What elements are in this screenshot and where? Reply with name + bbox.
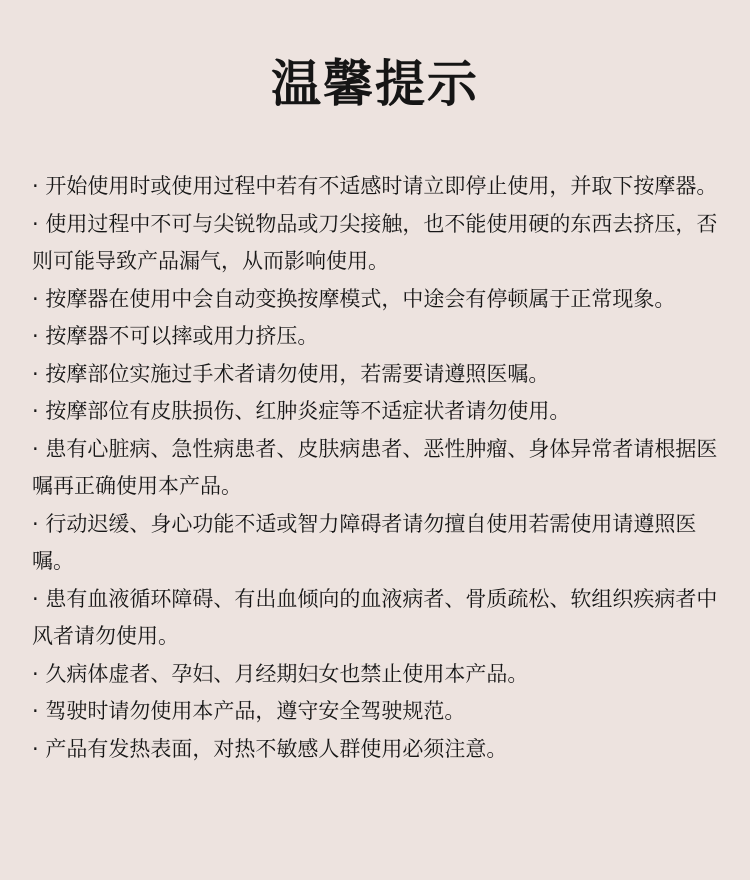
notice-item-9: · 患有血液循环障碍、有出血倾向的血液病者、骨质疏松、软组织疾病者中风者请勿使用。 <box>32 586 718 648</box>
notice-item-2: · 使用过程中不可与尖锐物品或刀尖接触，也不能使用硬的东西去挤压，否则可能导致产品漏气，从而影响使用。 <box>32 211 718 273</box>
notice-item-12: · 产品有发热表面，对热不敏感人群使用必须注意。 <box>32 736 508 761</box>
notice-item-7: · 患有心脏病、急性病患者、皮肤病患者、恶性肿瘤、身体异常者请根据医嘱再正确使用本产品。 <box>32 436 718 498</box>
notice-item-5: · 按摩部位实施过手术者请勿使用，若需要请遵照医嘱。 <box>32 361 550 386</box>
notice-item-6: · 按摩部位有皮肤损伤、红肿炎症等不适症状者请勿使用。 <box>32 399 571 423</box>
notice-item-11: · 驾驶时请勿使用本产品，遵守安全驾驶规范。 <box>32 699 466 723</box>
notice-item-10: · 久病体虚者、孕妇、月经期妇女也禁止使用本产品。 <box>32 661 529 686</box>
notice-list <box>32 168 722 768</box>
notice-item-1: · 开始使用时或使用过程中若有不适感时请立即停止使用，并取下按摩器。 <box>32 174 718 198</box>
notice-item-3: · 按摩器在使用中会自动变换按摩模式，中途会有停顿属于正常现象。 <box>32 286 676 311</box>
notice-item-4: · 按摩器不可以摔或用力挤压。 <box>32 324 319 348</box>
notice-item-8: · 行动迟缓、身心功能不适或智力障碍者请勿擅自使用若需使用请遵照医嘱。 <box>32 511 697 573</box>
page-title: 温馨提示 <box>271 55 479 113</box>
